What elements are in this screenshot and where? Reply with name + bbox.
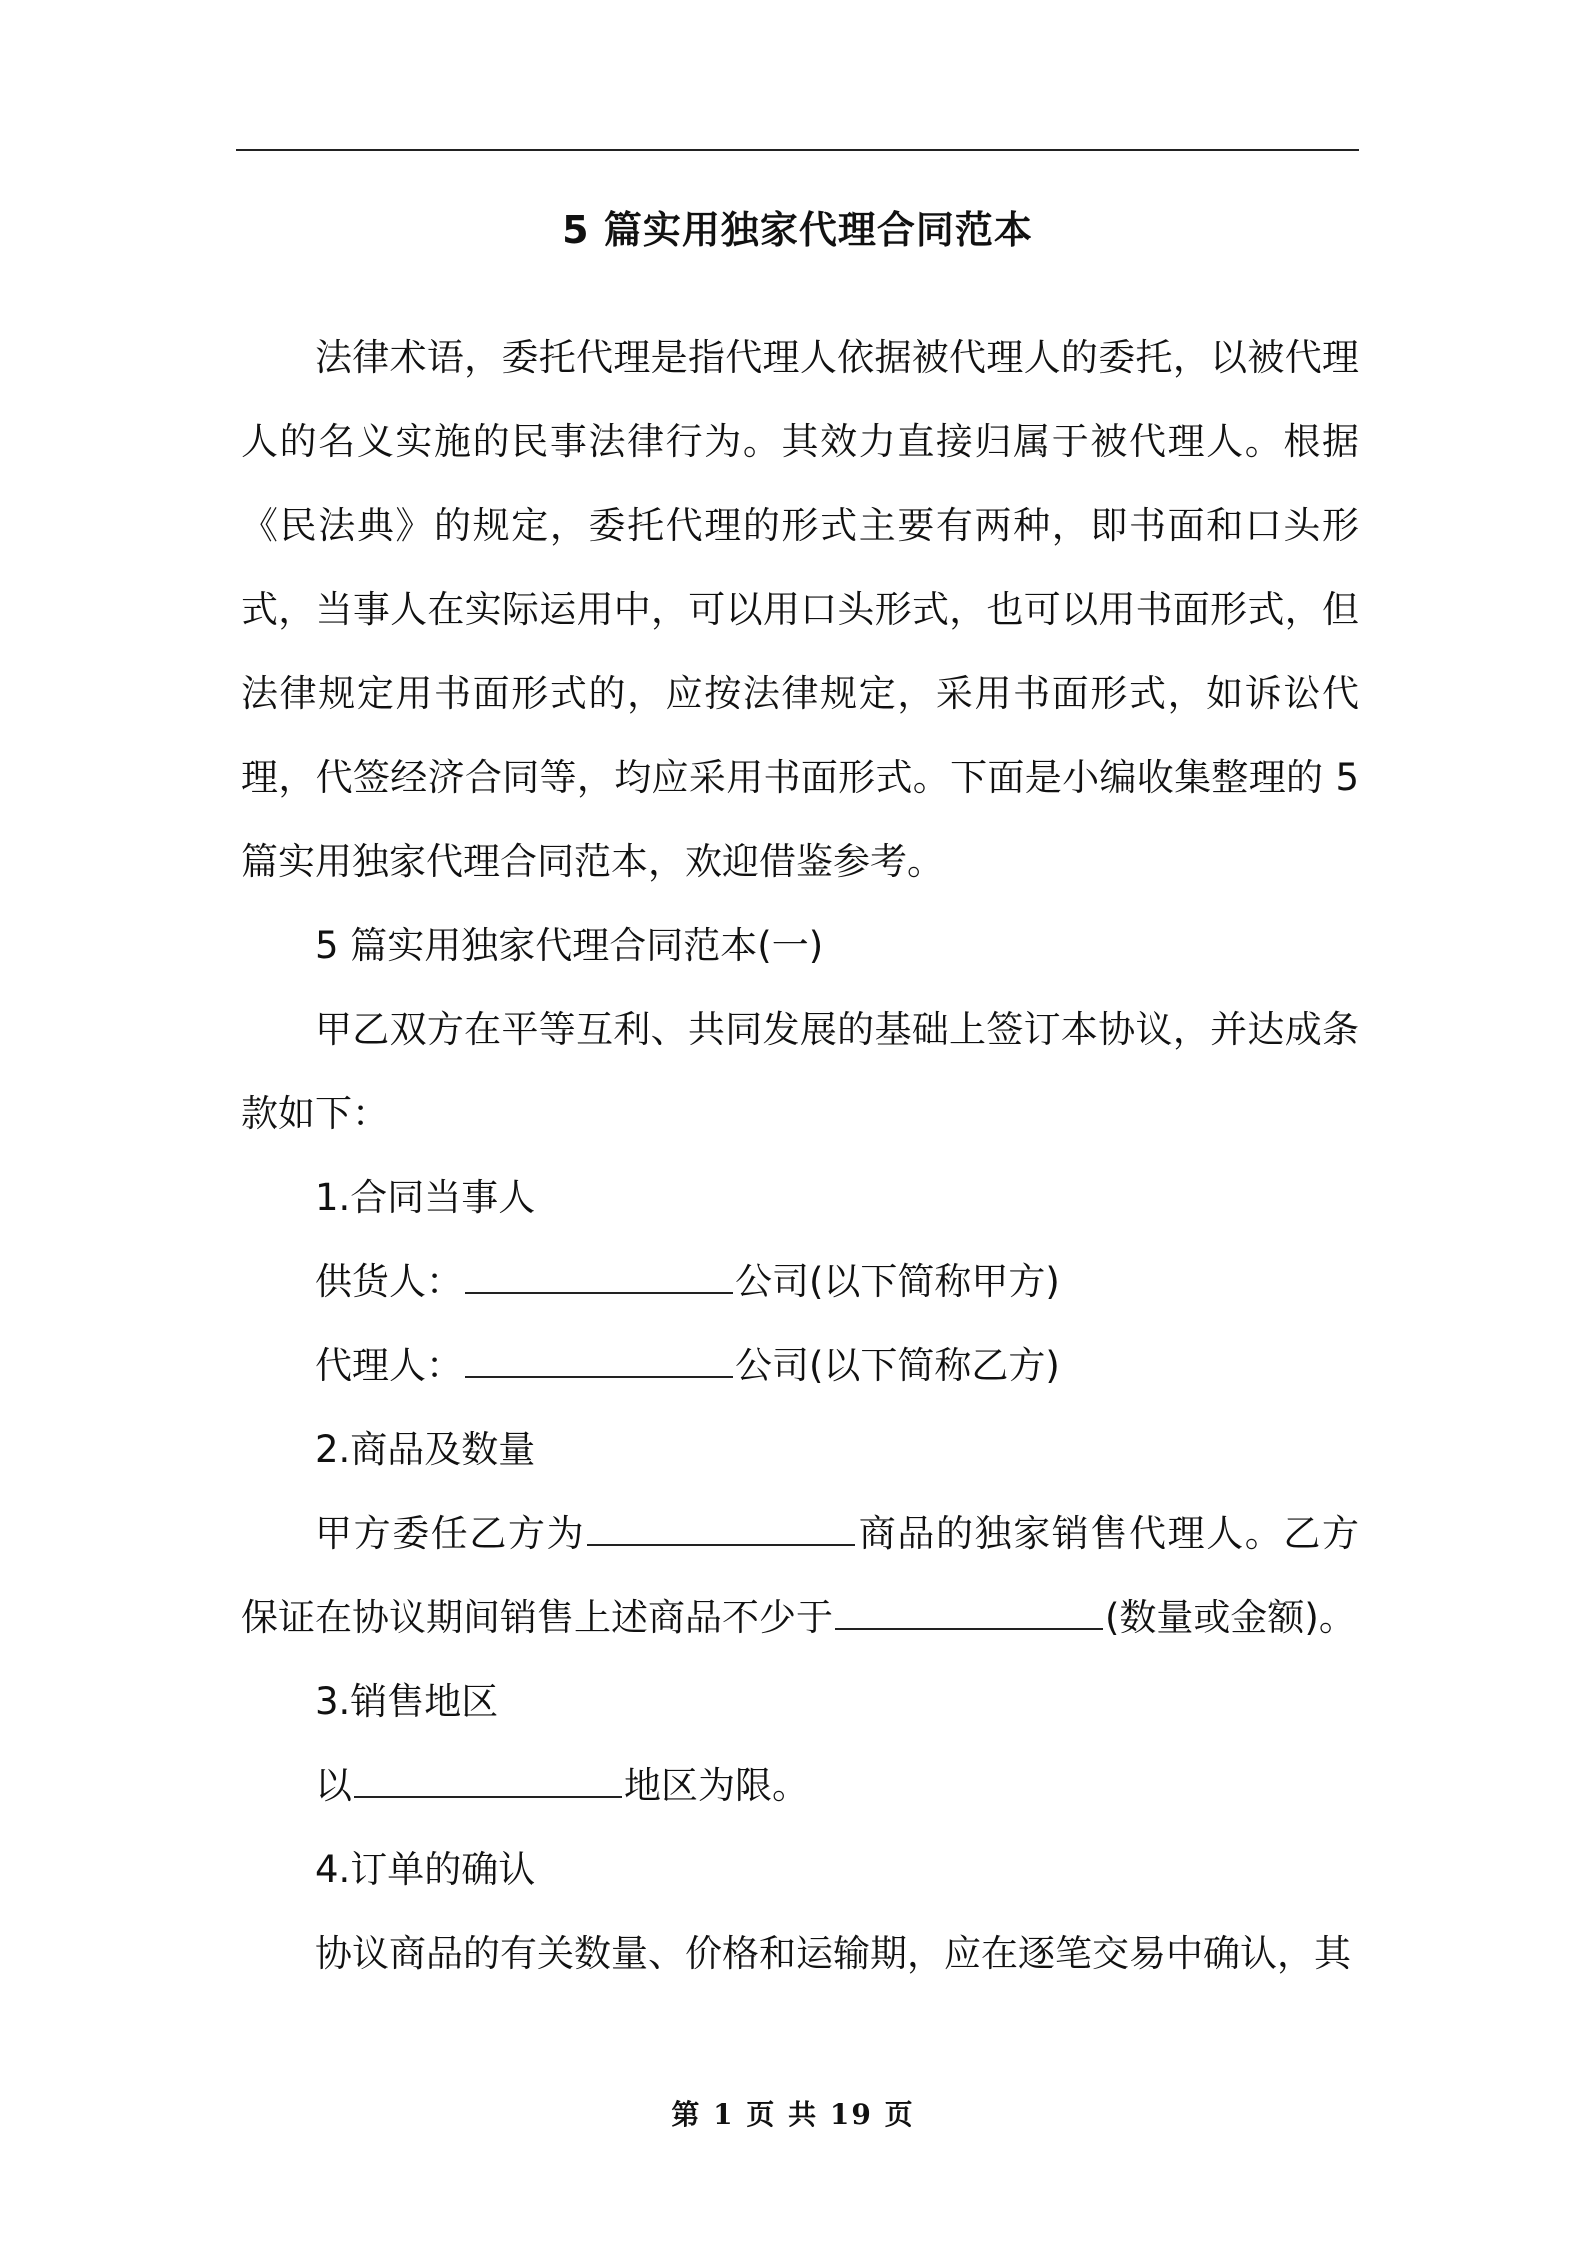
agent-label: 代理人： xyxy=(315,1344,463,1387)
supplier-blank xyxy=(465,1262,733,1294)
agent-suffix: 公司(以下简称乙方) xyxy=(735,1344,1060,1387)
clause3-prefix: 以 xyxy=(315,1764,352,1807)
document-body xyxy=(241,316,1359,1996)
quantity-blank xyxy=(835,1598,1103,1630)
clause4-heading: 4.订单的确认 xyxy=(315,1848,536,1891)
preamble-paragraph: 甲乙双方在平等互利、共同发展的基础上签订本协议，并达成条款如下： xyxy=(241,1008,1359,1135)
agent-line xyxy=(241,1324,1359,1408)
clause2-paragraph xyxy=(241,1492,1359,1660)
supplier-line xyxy=(241,1240,1359,1324)
clause2-text-part3: (数量或金额)。 xyxy=(1105,1596,1356,1639)
document-title: 5 篇实用独家代理合同范本 xyxy=(562,208,1033,252)
section-heading: 5 篇实用独家代理合同范本(一) xyxy=(315,924,824,967)
clause2-text-part1: 甲方委任乙方为 xyxy=(315,1512,586,1555)
product-blank xyxy=(587,1514,855,1546)
header-divider xyxy=(236,149,1359,151)
clause2-heading: 2.商品及数量 xyxy=(315,1428,536,1471)
region-blank xyxy=(354,1766,622,1798)
clause4-paragraph: 协议商品的有关数量、价格和运输期，应在逐笔交易中确认，其 xyxy=(315,1932,1351,1975)
intro-paragraph: 法律术语，委托代理是指代理人依据被代理人的委托，以被代理人的名义实施的民事法律行为。其效力直接归属于被代理人。根据《民法典》的规定，委托代理的形式主要有两种，即书面和口头形式，当事人在实际运用中，可以用口头形式，也可以用书面形式，但法律规定用书面形式的，应按法律规定，采用书面形式，如诉讼代理，代签经济合同等，均应采用书面形式。下面是小编收集整理的 5 篇实用独家代理合同范本，欢迎借鉴参考。 xyxy=(241,336,1359,883)
agent-blank xyxy=(465,1346,733,1378)
page-number-footer: 第 1 页 共 19 页 xyxy=(671,2098,915,2131)
clause3-suffix: 地区为限。 xyxy=(624,1764,809,1807)
supplier-label: 供货人： xyxy=(315,1260,463,1303)
supplier-suffix: 公司(以下简称甲方) xyxy=(735,1260,1060,1303)
clause2-text-part2: 商品的独家销售代理人。乙方保证在协议期间销售上述商品不少于 xyxy=(241,1512,1360,1639)
clause1-heading: 1.合同当事人 xyxy=(315,1176,536,1219)
clause3-heading: 3.销售地区 xyxy=(315,1680,499,1723)
clause3-paragraph xyxy=(241,1744,1359,1828)
